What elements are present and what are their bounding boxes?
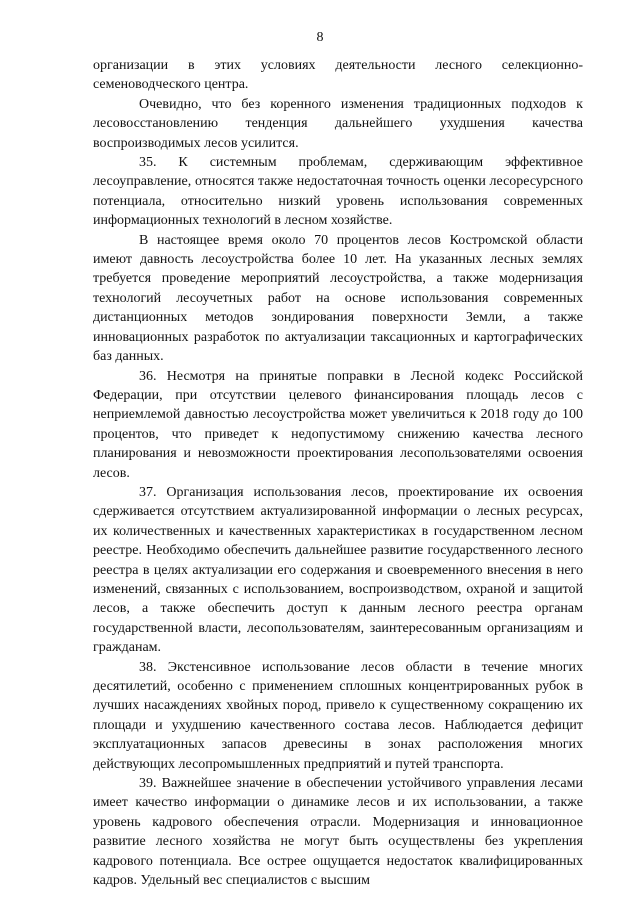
paragraph-forest-inventory: В настоящее время около 70 процентов лесов Костромской области имеют давность лесоустройства более 10 лет. На указанных лесных землях требуется проведение мероприятий лесоустройства, а также модернизация технологий лесоучетных работ на основе использования современных дистанционных методов зондирования поверхности Земли, а также инновационных разработок по актуализации таксационных и картографических баз данных. — [93, 232, 583, 365]
paragraph-38: 38. Экстенсивное использование лесов области в течение многих десятилетий, особенно с применением сплошных концентрированных рубок в лучших насаждениях хвойных пород, привело к существенному сокращению их площади и ухудшению качественного состава лесов. Наблюдается дефицит эксплуатационных запасов древесины в зонах расположения многих действующих лесопромышленных предприятий и путей транспорта. — [93, 659, 583, 772]
paragraph-37: 37. Организация использования лесов, проектирование их освоения сдерживается отсутствием актуализированной информации о лесных ресурсах, их количественных и качественных характеристиках в государственном лесном реестре. Необходимо обеспечить дальнейшее развитие государственного лесного реестра в целях актуализации его содержания и своевременного внесения в него изменений, связанных с использованием, воспроизводством, охраной и защитой лесов, а также обеспечить доступ к данным лесного реестра органам государственной власти, лесопользователям, заинтересованным организациям и гражданам. — [93, 484, 583, 656]
paragraph-39: 39. Важнейшее значение в обеспечении устойчивого управления лесами имеет качество информации о динамике лесов и их использовании, а также уровень кадрового обеспечения отрасли. Модернизация и инновационное развитие лесного хозяйства не могут быть осуществлены без укрепления кадрового потенциала. Все острее ощущается недостаток квалифицированных кадров. Удельный вес специалистов с высшим — [93, 776, 583, 889]
paragraph-continuation: организации в этих условиях деятельности лесного селекционно-семеноводческого центра. — [93, 58, 583, 93]
paragraph-reforestation-conclusion: Очевидно, что без коренного изменения традиционных подходов к лесовосстановлению тенденция дальнейшего ухудшения качества воспроизводимых лесов усилится. — [93, 96, 583, 151]
paragraph-36: 36. Несмотря на принятые поправки в Лесной кодекс Российской Федерации, при отсутствии целевого финансирования площадь лесов с неприемлемой давностью лесоустройства может увеличиться к 2018 году до 100 процентов, что приведет к недопустимому снижению качества лесного планирования и невозможности проектирования лесопользователями освоения лесов. — [93, 368, 583, 481]
paragraph-35: 35. К системным проблемам, сдерживающим эффективное лесоуправление, относятся также недостаточная точность оценки лесоресурсного потенциала, относительно низкий уровень использования современных информационных технологий в лесном хозяйстве. — [93, 155, 583, 229]
body-text — [93, 56, 583, 890]
page-number: 8 — [316, 30, 324, 45]
